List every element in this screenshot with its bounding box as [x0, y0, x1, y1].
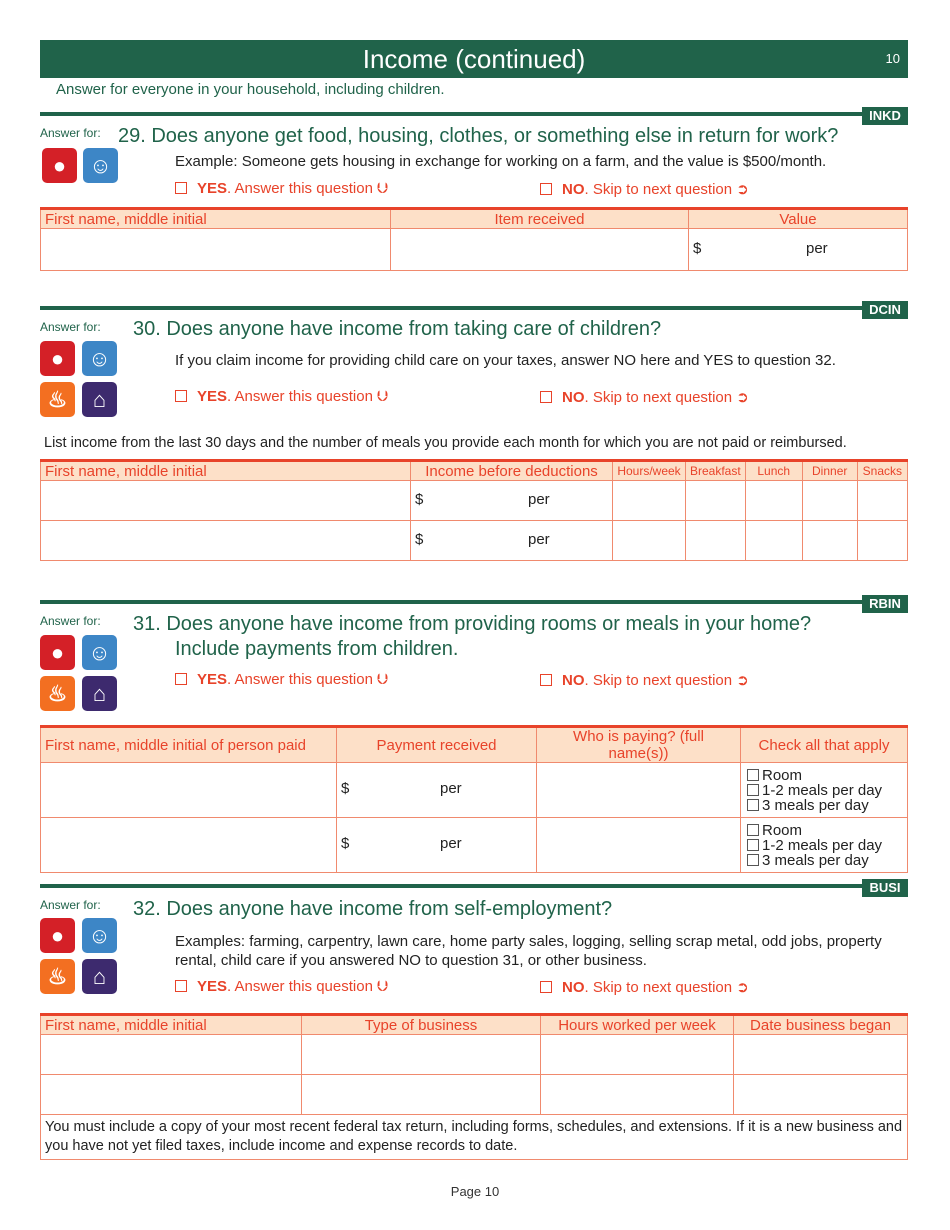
no-checkbox[interactable] [540, 183, 552, 195]
divider [40, 306, 908, 310]
child-icon: ☺ [82, 635, 117, 670]
question-code-badge: DCIN [862, 301, 908, 319]
name-cell[interactable] [41, 1035, 302, 1075]
no-option[interactable]: NO. Skip to next question ➲ [540, 978, 749, 996]
yes-checkbox[interactable] [175, 673, 187, 685]
question-examples: Examples: farming, carpentry, lawn care, home party sales, logging, selling scrap metal, odd jobs, property rental, child care if you answered NO to question 31, or other business. [175, 933, 882, 969]
answer-for-label: Answer for: [40, 126, 101, 140]
right-arrow-circle-icon: ➲ [736, 389, 749, 406]
question-code-badge: BUSI [862, 879, 908, 897]
column-header: Check all that apply [741, 727, 908, 763]
check-all-cell [741, 818, 908, 873]
list-instructions: List income from the last 30 days and the number of meals you provide each month for which you are not paid or reimbursed. [44, 435, 847, 451]
house-medical-icon: ⌂ [82, 676, 117, 711]
divider [40, 600, 908, 604]
question-title-line2: Include payments from children. [175, 638, 459, 660]
column-header: Dinner [802, 461, 857, 481]
page-number: 10 [885, 51, 900, 66]
yes-option[interactable]: YES. Answer this question ⮋ [175, 180, 389, 197]
question-code-badge: RBIN [862, 595, 908, 613]
right-arrow-circle-icon: ➲ [736, 979, 749, 996]
hours-cell[interactable] [613, 521, 686, 561]
lunch-cell[interactable] [745, 481, 802, 521]
room-checkbox[interactable]: Room [747, 823, 901, 838]
value-cell[interactable]: $ per [689, 229, 908, 271]
yes-option[interactable]: YES. Answer this question ⮋ [175, 388, 389, 405]
hours-cell[interactable] [541, 1075, 734, 1115]
down-arrow-circle-icon: ⮋ [377, 978, 389, 995]
meals-3-checkbox[interactable]: 3 meals per day [747, 798, 901, 813]
name-cell[interactable] [41, 229, 391, 271]
down-arrow-circle-icon: ⮋ [377, 671, 389, 688]
page-title: Income (continued) [362, 44, 586, 74]
house-medical-icon: ⌂ [82, 382, 117, 417]
income-cell[interactable]: $ per [411, 481, 613, 521]
question-title: 31. Does anyone have income from providing rooms or meals in your home? [133, 613, 812, 635]
answer-for-label: Answer for: [40, 614, 101, 628]
down-arrow-circle-icon: ⮋ [377, 180, 389, 197]
yes-option[interactable]: YES. Answer this question ⮋ [175, 671, 389, 688]
question-example: Example: Someone gets housing in exchange for working on a farm, and the value is $500/month. [175, 153, 827, 170]
check-all-cell [741, 763, 908, 818]
name-cell[interactable] [41, 521, 411, 561]
date-began-cell[interactable] [734, 1035, 908, 1075]
apple-icon: ● [40, 918, 75, 953]
answer-for-label: Answer for: [40, 898, 101, 912]
column-header: Value [689, 209, 908, 229]
page-footer: Page 10 [450, 1184, 500, 1199]
meals-1-2-checkbox[interactable]: 1-2 meals per day [747, 838, 901, 853]
no-checkbox[interactable] [540, 981, 552, 993]
column-header: First name, middle initial [41, 1015, 302, 1035]
answer-for-label: Answer for: [40, 320, 101, 334]
hours-cell[interactable] [541, 1035, 734, 1075]
question-title: 30. Does anyone have income from taking care of children? [133, 318, 662, 340]
q30-table [40, 459, 908, 561]
tax-return-note: You must include a copy of your most recent federal tax return, including forms, schedules, and extensions. If it is a new business and you have not yet filed taxes, include income and expense records to date. [41, 1115, 908, 1160]
column-header: Item received [391, 209, 689, 229]
name-cell[interactable] [41, 481, 411, 521]
payer-cell[interactable] [537, 818, 741, 873]
column-header: Date business began [734, 1015, 908, 1035]
column-header: First name, middle initial [41, 209, 391, 229]
item-cell[interactable] [391, 229, 689, 271]
section-subtitle: Answer for everyone in your household, including children. [56, 81, 445, 98]
yes-checkbox[interactable] [175, 390, 187, 402]
child-icon: ☺ [83, 148, 118, 183]
column-header: Lunch [745, 461, 802, 481]
date-began-cell[interactable] [734, 1075, 908, 1115]
apple-icon: ● [40, 635, 75, 670]
column-header: Hours worked per week [541, 1015, 734, 1035]
fire-bricks-icon: ♨ [40, 382, 75, 417]
q32-table [40, 1013, 908, 1160]
snacks-cell[interactable] [857, 481, 907, 521]
dinner-cell[interactable] [802, 521, 857, 561]
column-header: Hours/week [613, 461, 686, 481]
house-medical-icon: ⌂ [82, 959, 117, 994]
fire-bricks-icon: ♨ [40, 676, 75, 711]
question-title: 32. Does anyone have income from self-employment? [133, 898, 613, 920]
meals-3-checkbox[interactable]: 3 meals per day [747, 853, 901, 868]
question-note: If you claim income for providing child care on your taxes, answer NO here and YES to question 32. [175, 352, 836, 369]
room-checkbox[interactable]: Room [747, 768, 901, 783]
q29-table [40, 207, 908, 271]
no-option[interactable]: NO. Skip to next question ➲ [540, 180, 749, 198]
business-type-cell[interactable] [302, 1035, 541, 1075]
name-cell[interactable] [41, 763, 337, 818]
meals-1-2-checkbox[interactable]: 1-2 meals per day [747, 783, 901, 798]
down-arrow-circle-icon: ⮋ [377, 388, 389, 405]
column-header: First name, middle initial [41, 461, 411, 481]
apple-icon: ● [42, 148, 77, 183]
income-cell[interactable]: $ per [411, 521, 613, 561]
column-header: Who is paying? (full name(s)) [537, 727, 741, 763]
yes-checkbox[interactable] [175, 182, 187, 194]
payment-cell[interactable]: $ per [337, 763, 537, 818]
payment-cell[interactable]: $ per [337, 818, 537, 873]
name-cell[interactable] [41, 818, 337, 873]
q31-table [40, 725, 908, 873]
dinner-cell[interactable] [802, 481, 857, 521]
column-header: Payment received [337, 727, 537, 763]
column-header: Breakfast [686, 461, 746, 481]
divider [40, 884, 908, 888]
no-checkbox[interactable] [540, 674, 552, 686]
question-code-badge: INKD [862, 107, 908, 125]
breakfast-cell[interactable] [686, 481, 746, 521]
section-title-bar [40, 40, 908, 78]
no-option[interactable]: NO. Skip to next question ➲ [540, 671, 749, 689]
apple-icon: ● [40, 341, 75, 376]
column-header: Snacks [857, 461, 907, 481]
right-arrow-circle-icon: ➲ [736, 672, 749, 689]
yes-option[interactable]: YES. Answer this question ⮋ [175, 978, 389, 995]
business-type-cell[interactable] [302, 1075, 541, 1115]
column-header: Type of business [302, 1015, 541, 1035]
no-option[interactable]: NO. Skip to next question ➲ [540, 388, 749, 406]
lunch-cell[interactable] [745, 521, 802, 561]
yes-checkbox[interactable] [175, 980, 187, 992]
snacks-cell[interactable] [857, 521, 907, 561]
breakfast-cell[interactable] [686, 521, 746, 561]
column-header: Income before deductions [411, 461, 613, 481]
right-arrow-circle-icon: ➲ [736, 181, 749, 198]
fire-bricks-icon: ♨ [40, 959, 75, 994]
hours-cell[interactable] [613, 481, 686, 521]
payer-cell[interactable] [537, 763, 741, 818]
column-header: First name, middle initial of person paid [41, 727, 337, 763]
no-checkbox[interactable] [540, 391, 552, 403]
name-cell[interactable] [41, 1075, 302, 1115]
divider [40, 112, 908, 116]
child-icon: ☺ [82, 341, 117, 376]
question-title: 29. Does anyone get food, housing, clothes, or something else in return for work? [118, 125, 839, 147]
child-icon: ☺ [82, 918, 117, 953]
